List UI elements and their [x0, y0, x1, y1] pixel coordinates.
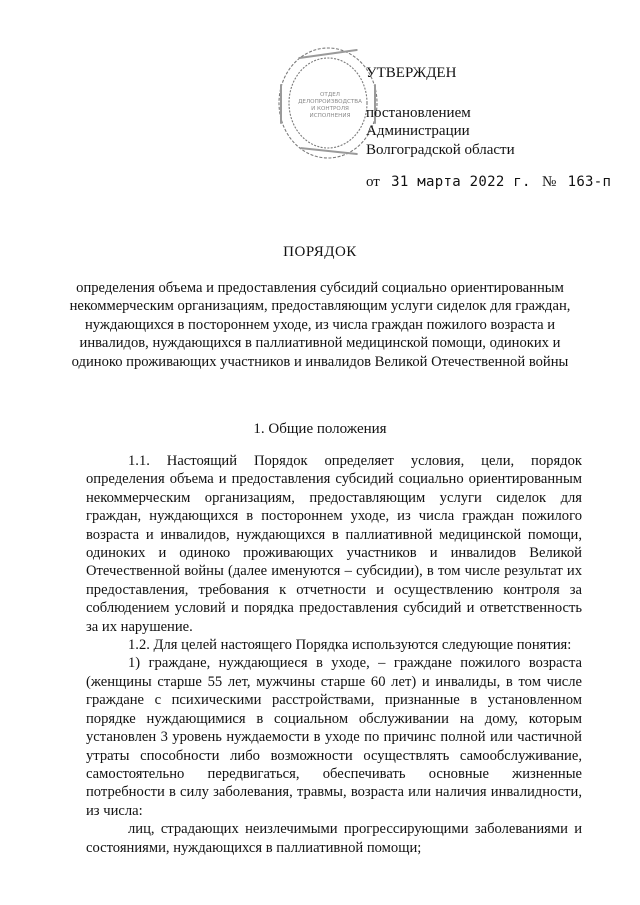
section-title: 1. Общие положения [253, 421, 387, 437]
stamp-text-line: ОТДЕЛ [320, 92, 340, 98]
decree-number: 163-п [567, 174, 612, 190]
document-title: ПОРЯДОК [283, 244, 357, 260]
decree-date: 31 марта 2022 г. [391, 174, 531, 190]
approval-title: УТВЕРЖДЕН [366, 65, 457, 81]
paragraph-1-1: 1.1. Настоящий Порядок определяет условия, цели, порядок определения объема и предоставления субсидий социально ориентированным некоммерческим организациям, предоставляющим услуги сиделок для граждан, нуждающихся в постороннем уходе, из числа граждан пожилого возраста и инвалидов, нуждающихся в паллиативной медицинской помощи, одиноких и одиноко проживающих участников и инвалидов Великой Отечественной войны (далее именуются – субсидии), в том числе результат их предоставления, требования к отчетности и осуществлению контроля за соблюдением условий и порядка предоставления субсидий и ответственность за их нарушение. [86, 453, 582, 635]
stamp-text-line: ДЕЛОПРОИЗВОДСТВА [298, 99, 362, 105]
paragraph-item-1: 1) граждане, нуждающиеся в уходе, – граждане пожилого возраста (женщины старше 55 лет, мужчины старше 60 лет) и инвалиды, в том числе граждане с психическими расстройствами, признанные в установленном порядке нуждающимися в социальном обслуживании на дому, которым установлен 3 уровень нуждаемости в уходе по причинс полной или частичной утраты способности либо возможности осуществлять самообслуживание, самостоятельно передвигаться, обеспечивать основные жизненные потребности в силу заболевания, травмы, возраста или наличия инвалидности, из числа: [86, 655, 582, 819]
document-subtitle: определения объема и предоставления субсидий социально ориентированным некоммерческим организациям, предоставляющим услуги сиделок для граждан, нуждающихся в постороннем уходе, из числа граждан пожилого возраста и инвалидов, нуждающихся в паллиативной медицинской помощи, одиноких и одиноко проживающих участников и инвалидов Великой Отечественной войны [69, 280, 571, 370]
approval-line-decree: постановлением [366, 104, 471, 121]
number-sign: № [542, 174, 557, 190]
approval-line-administration: Администрации [366, 123, 470, 139]
round-stamp-seal [276, 44, 380, 162]
stamp-text-line: И КОНТРОЛЯ [311, 106, 349, 112]
paragraph-1-2: 1.2. Для целей настоящего Порядка используются следующие понятия: [128, 637, 572, 654]
approval-block [366, 64, 515, 159]
date-prefix: от [366, 174, 380, 190]
stamp-text-line: ИСПОЛНЕНИЯ [309, 113, 351, 119]
paragraph-subitem: лиц, страдающих неизлечимыми прогрессирующими заболеваниями и состояниями, нуждающихся в паллиативной помощи; [86, 821, 582, 856]
approval-line-region: Волгоградской области [366, 141, 515, 158]
document-body [86, 452, 582, 857]
decree-date-line [366, 174, 611, 191]
